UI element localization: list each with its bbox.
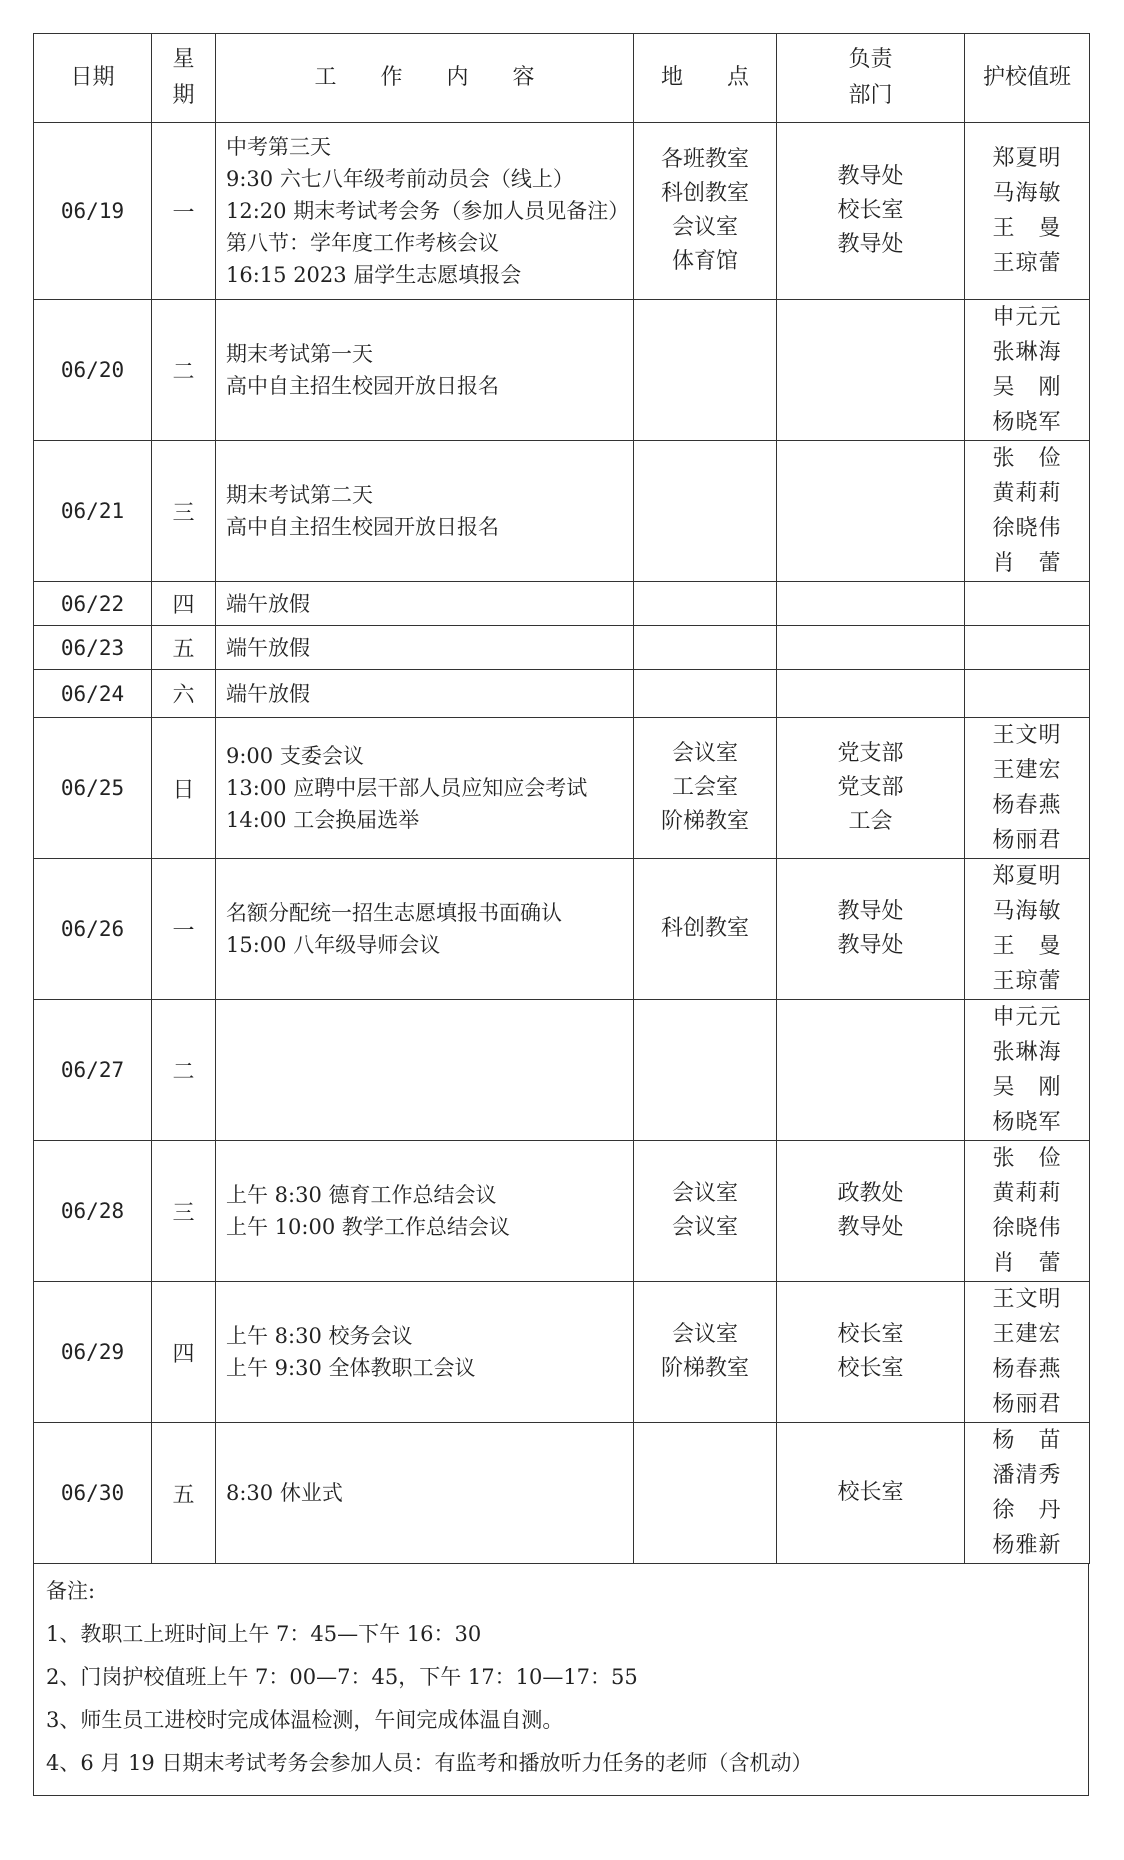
work-content-cell-line: 13:00 应聘中层干部人员应知应会考试 bbox=[226, 776, 588, 800]
duty-cell-line: 王琼蕾 bbox=[992, 969, 1062, 994]
weekday-cell: 二 bbox=[152, 1000, 216, 1141]
work-content-cell-line: 16:15 2023 届学生志愿填报会 bbox=[226, 263, 522, 287]
dept-cell bbox=[777, 718, 965, 859]
duty-cell bbox=[965, 718, 1090, 859]
schedule-row bbox=[34, 718, 1090, 859]
work-content-cell bbox=[216, 300, 634, 441]
weekday-cell: 四 bbox=[152, 582, 216, 626]
date-cell: 06/22 bbox=[34, 582, 152, 626]
work-content-cell-line: 名额分配统一招生志愿填报书面确认 bbox=[226, 901, 562, 925]
dept-cell bbox=[777, 123, 965, 300]
schedule-row bbox=[34, 1000, 1090, 1141]
schedule-table bbox=[33, 33, 1090, 1564]
weekday-cell: 二 bbox=[152, 300, 216, 441]
location-cell-line: 阶梯教室 bbox=[660, 1356, 749, 1381]
date-cell: 06/30 bbox=[34, 1423, 152, 1564]
work-content-cell-line: 中考第三天 bbox=[226, 135, 331, 159]
duty-cell-line: 吴 刚 bbox=[992, 1075, 1062, 1100]
note-item: 4、6 月 19 日期末考试考务会参加人员：有监考和播放听力任务的老师（含机动） bbox=[46, 1751, 813, 1775]
dept-cell-line: 教导处 bbox=[837, 232, 904, 257]
schedule-row bbox=[34, 441, 1090, 582]
work-content-cell-line: 上午 10:00 教学工作总结会议 bbox=[226, 1215, 510, 1239]
schedule-row bbox=[34, 582, 1090, 626]
date-cell: 06/29 bbox=[34, 1282, 152, 1423]
duty-cell-line: 黄莉莉 bbox=[992, 1181, 1062, 1206]
duty-cell-line: 王文明 bbox=[992, 1287, 1062, 1312]
dept-cell bbox=[777, 300, 965, 441]
work-content-cell-line: 8:30 休业式 bbox=[226, 1481, 343, 1505]
duty-cell-line: 马海敏 bbox=[992, 181, 1062, 206]
duty-cell bbox=[965, 670, 1090, 718]
date-cell: 06/28 bbox=[34, 1141, 152, 1282]
schedule-row bbox=[34, 1282, 1090, 1423]
location-cell-line: 会议室 bbox=[671, 741, 738, 766]
date-cell: 06/24 bbox=[34, 670, 152, 718]
dept-cell-line: 政教处 bbox=[837, 1181, 904, 1206]
header-duty: 护校值班 bbox=[965, 34, 1090, 123]
duty-cell bbox=[965, 859, 1090, 1000]
duty-cell-line: 王建宏 bbox=[992, 1322, 1062, 1347]
duty-cell-line: 杨春燕 bbox=[992, 793, 1062, 818]
dept-cell-line: 校长室 bbox=[837, 1480, 904, 1505]
notes-section bbox=[33, 1564, 1089, 1796]
header-date: 日期 bbox=[34, 34, 152, 123]
date-cell: 06/20 bbox=[34, 300, 152, 441]
dept-cell-line: 教导处 bbox=[837, 933, 904, 958]
work-content-cell-line: 12:20 期末考试考会务（参加人员见备注） bbox=[226, 199, 630, 223]
dept-cell-line: 教导处 bbox=[837, 164, 904, 189]
duty-cell-line: 徐 丹 bbox=[992, 1498, 1062, 1523]
location-cell-line: 会议室 bbox=[671, 1322, 738, 1347]
location-cell bbox=[634, 582, 777, 626]
location-cell-line: 会议室 bbox=[671, 215, 738, 240]
work-content-cell bbox=[216, 718, 634, 859]
location-cell bbox=[634, 626, 777, 670]
date-cell: 06/19 bbox=[34, 123, 152, 300]
location-cell bbox=[634, 1282, 777, 1423]
duty-cell bbox=[965, 1423, 1090, 1564]
header-work: 工 作 内 容 bbox=[216, 34, 634, 123]
duty-cell-line: 张 俭 bbox=[992, 446, 1062, 471]
dept-cell-line: 校长室 bbox=[837, 198, 904, 223]
weekday-cell: 五 bbox=[152, 1423, 216, 1564]
dept-cell bbox=[777, 1141, 965, 1282]
location-cell bbox=[634, 859, 777, 1000]
duty-cell-line: 申元元 bbox=[992, 1005, 1062, 1030]
work-content-cell-line: 期末考试第二天 bbox=[226, 483, 373, 507]
duty-cell bbox=[965, 123, 1090, 300]
work-content-cell-line: 高中自主招生校园开放日报名 bbox=[226, 374, 499, 398]
location-cell bbox=[634, 300, 777, 441]
dept-cell-line: 党支部 bbox=[837, 775, 904, 800]
duty-cell-line: 杨春燕 bbox=[992, 1357, 1062, 1382]
duty-cell bbox=[965, 300, 1090, 441]
dept-cell bbox=[777, 859, 965, 1000]
work-content-cell-line: 15:00 八年级导师会议 bbox=[226, 933, 441, 957]
duty-cell-line: 肖 蕾 bbox=[992, 551, 1062, 576]
location-cell-line: 各班教室 bbox=[660, 147, 749, 172]
work-content-cell bbox=[216, 1282, 634, 1423]
header-week: 星 期 bbox=[152, 34, 216, 123]
duty-cell-line: 徐晓伟 bbox=[992, 1216, 1062, 1241]
work-content-cell-line: 上午 9:30 全体教职工会议 bbox=[226, 1356, 476, 1380]
weekday-cell: 四 bbox=[152, 1282, 216, 1423]
duty-cell-line: 杨晓军 bbox=[992, 410, 1062, 435]
work-content-cell bbox=[216, 582, 634, 626]
duty-cell-line: 杨雅新 bbox=[992, 1533, 1062, 1558]
work-content-cell-line: 14:00 工会换届选举 bbox=[226, 808, 420, 832]
work-content-cell-line: 9:30 六七八年级考前动员会（线上） bbox=[226, 167, 574, 191]
dept-cell bbox=[777, 1423, 965, 1564]
dept-cell-line: 校长室 bbox=[837, 1356, 904, 1381]
location-cell-line: 会议室 bbox=[671, 1215, 738, 1240]
location-cell bbox=[634, 670, 777, 718]
location-cell bbox=[634, 1141, 777, 1282]
note-item: 1、教职工上班时间上午 7：45—下午 16：30 bbox=[46, 1622, 482, 1646]
dept-cell-line: 教导处 bbox=[837, 899, 904, 924]
duty-cell-line: 申元元 bbox=[992, 305, 1062, 330]
schedule-row bbox=[34, 670, 1090, 718]
schedule-row bbox=[34, 123, 1090, 300]
dept-cell-line: 党支部 bbox=[837, 741, 904, 766]
location-cell-line: 体育馆 bbox=[671, 249, 738, 274]
work-content-cell bbox=[216, 441, 634, 582]
location-cell-line: 科创教室 bbox=[660, 916, 749, 941]
date-cell: 06/26 bbox=[34, 859, 152, 1000]
duty-cell-line: 王建宏 bbox=[992, 758, 1062, 783]
location-cell-line: 科创教室 bbox=[660, 181, 749, 206]
location-cell bbox=[634, 441, 777, 582]
location-cell bbox=[634, 123, 777, 300]
duty-cell-line: 郑夏明 bbox=[992, 864, 1062, 889]
header-row bbox=[34, 34, 1090, 123]
weekday-cell: 三 bbox=[152, 1141, 216, 1282]
location-cell bbox=[634, 718, 777, 859]
header-location: 地 点 bbox=[634, 34, 777, 123]
duty-cell-line: 王 曼 bbox=[992, 216, 1062, 241]
location-cell-line: 阶梯教室 bbox=[660, 809, 749, 834]
duty-cell-line: 潘清秀 bbox=[992, 1463, 1062, 1488]
date-cell: 06/27 bbox=[34, 1000, 152, 1141]
work-content-cell-line: 第八节：学年度工作考核会议 bbox=[226, 231, 499, 255]
dept-cell bbox=[777, 670, 965, 718]
notes-title: 备注: bbox=[46, 1579, 96, 1603]
dept-cell bbox=[777, 1000, 965, 1141]
work-content-cell-line: 上午 8:30 德育工作总结会议 bbox=[226, 1183, 497, 1207]
work-content-cell-line: 端午放假 bbox=[226, 591, 310, 616]
schedule-row bbox=[34, 859, 1090, 1000]
header-dept: 负责 部门 bbox=[777, 34, 965, 123]
work-content-cell-line: 端午放假 bbox=[226, 635, 310, 660]
duty-cell bbox=[965, 626, 1090, 670]
work-content-cell bbox=[216, 123, 634, 300]
duty-cell-line: 王文明 bbox=[992, 723, 1062, 748]
weekday-cell: 五 bbox=[152, 626, 216, 670]
duty-cell-line: 张 俭 bbox=[992, 1146, 1062, 1171]
duty-cell-line: 杨丽君 bbox=[992, 1392, 1062, 1417]
note-item: 2、门岗护校值班上午 7：00—7：45，下午 17：10—17：55 bbox=[46, 1665, 638, 1689]
duty-cell-line: 杨 苗 bbox=[992, 1428, 1062, 1453]
weekday-cell: 六 bbox=[152, 670, 216, 718]
location-cell-line: 工会室 bbox=[671, 775, 738, 800]
dept-cell bbox=[777, 582, 965, 626]
duty-cell-line: 吴 刚 bbox=[992, 375, 1062, 400]
schedule-row bbox=[34, 626, 1090, 670]
duty-cell-line: 马海敏 bbox=[992, 899, 1062, 924]
work-content-cell bbox=[216, 1141, 634, 1282]
duty-cell-line: 张琳海 bbox=[992, 1040, 1062, 1065]
duty-cell bbox=[965, 441, 1090, 582]
duty-cell-line: 黄莉莉 bbox=[992, 481, 1062, 506]
dept-cell-line: 工会 bbox=[848, 809, 893, 834]
work-content-cell-line: 上午 8:30 校务会议 bbox=[226, 1324, 413, 1348]
duty-cell-line: 杨晓军 bbox=[992, 1110, 1062, 1135]
location-cell bbox=[634, 1423, 777, 1564]
dept-cell bbox=[777, 1282, 965, 1423]
weekday-cell: 一 bbox=[152, 859, 216, 1000]
location-cell bbox=[634, 1000, 777, 1141]
date-cell: 06/25 bbox=[34, 718, 152, 859]
duty-cell-line: 杨丽君 bbox=[992, 828, 1062, 853]
work-content-cell bbox=[216, 859, 634, 1000]
work-content-cell-line: 端午放假 bbox=[226, 681, 310, 706]
work-content-cell bbox=[216, 1000, 634, 1141]
work-content-cell-line: 9:00 支委会议 bbox=[226, 744, 364, 768]
duty-cell-line: 王 曼 bbox=[992, 934, 1062, 959]
weekday-cell: 三 bbox=[152, 441, 216, 582]
duty-cell bbox=[965, 1282, 1090, 1423]
dept-cell-line: 校长室 bbox=[837, 1322, 904, 1347]
duty-cell-line: 郑夏明 bbox=[992, 146, 1062, 171]
duty-cell-line: 张琳海 bbox=[992, 340, 1062, 365]
schedule-row bbox=[34, 300, 1090, 441]
location-cell-line: 会议室 bbox=[671, 1181, 738, 1206]
dept-cell bbox=[777, 626, 965, 670]
work-content-cell bbox=[216, 670, 634, 718]
duty-cell-line: 王琼蕾 bbox=[992, 251, 1062, 276]
schedule-row bbox=[34, 1141, 1090, 1282]
duty-cell bbox=[965, 1000, 1090, 1141]
weekday-cell: 日 bbox=[152, 718, 216, 859]
duty-cell-line: 徐晓伟 bbox=[992, 516, 1062, 541]
duty-cell bbox=[965, 582, 1090, 626]
work-content-cell-line: 期末考试第一天 bbox=[226, 342, 373, 366]
work-content-cell-line: 高中自主招生校园开放日报名 bbox=[226, 515, 499, 539]
dept-cell-line: 教导处 bbox=[837, 1215, 904, 1240]
date-cell: 06/21 bbox=[34, 441, 152, 582]
work-content-cell bbox=[216, 626, 634, 670]
duty-cell bbox=[965, 1141, 1090, 1282]
date-cell: 06/23 bbox=[34, 626, 152, 670]
note-item: 3、师生员工进校时完成体温检测，午间完成体温自测。 bbox=[46, 1708, 564, 1732]
schedule-row bbox=[34, 1423, 1090, 1564]
duty-cell-line: 肖 蕾 bbox=[992, 1251, 1062, 1276]
dept-cell bbox=[777, 441, 965, 582]
schedule-sheet bbox=[33, 33, 1089, 1796]
weekday-cell: 一 bbox=[152, 123, 216, 300]
work-content-cell bbox=[216, 1423, 634, 1564]
